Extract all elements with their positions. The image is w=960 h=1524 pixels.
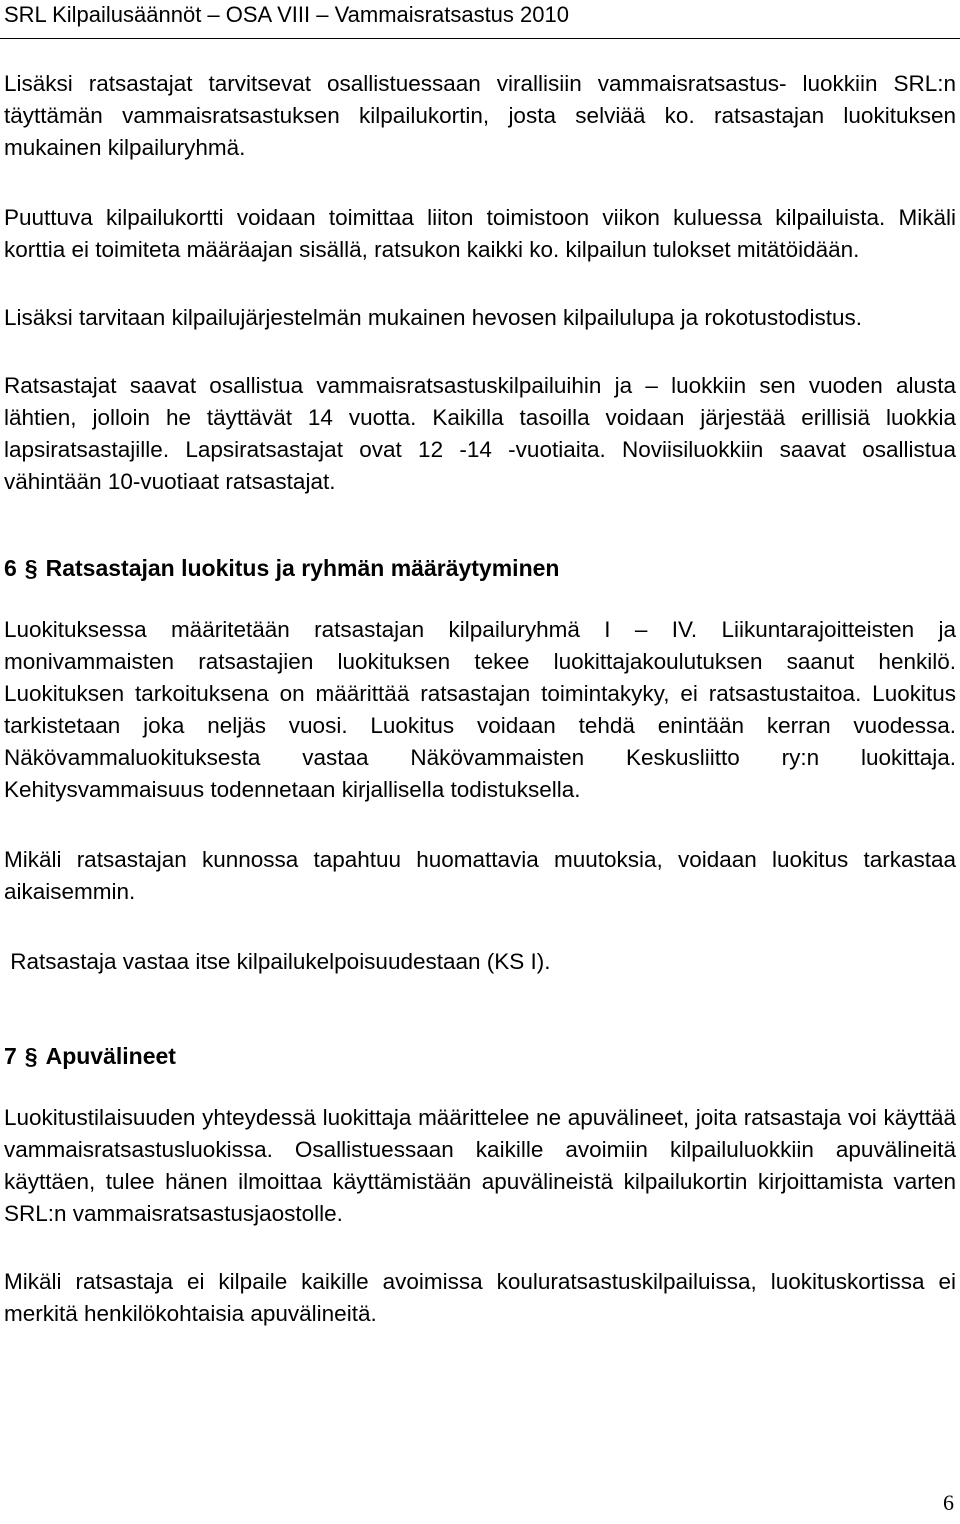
paragraph-missing-card: Puuttuva kilpailukortti voidaan toimittaa liiton toimistoon viikon kuluessa kilpailuista. Mikäli korttia ei toimiteta määräajan sisällä, ratsukon kaikki ko. kilpailun tulokset mitätöidään.	[4, 205, 956, 262]
paragraph-reclassification: Mikäli ratsastajan kunnossa tapahtuu huomattavia muutoksia, voidaan luokitus tarkastaa aikaisemmin.	[4, 847, 956, 904]
section-number: 7	[4, 1043, 17, 1069]
paragraph-aids-card: Mikäli ratsastaja ei kilpaile kaikille avoimissa kouluratsastuskilpailuissa, luokituskortissa ei merkitä henkilökohtaisia apuvälineitä.	[4, 1269, 956, 1326]
section-7-heading	[4, 1040, 956, 1072]
section-number: 6	[4, 555, 17, 581]
paragraph-age-limits: Ratsastajat saavat osallistua vammaisratsastuskilpailuihin ja – luokkiin sen vuoden alusta lähtien, jolloin he täyttävät 14 vuotta. Kaikilla tasoilla voidaan järjestää erillisiä luokkia lapsiratsastajille. Lapsiratsastajat ovat 12 -14 -vuotiaita. Noviisiluokkiin saavat osallistua vähintään 10-vuotiaat ratsastajat.	[4, 373, 956, 494]
paragraph-eligibility: Ratsastaja vastaa itse kilpailukelpoisuudestaan (KS I).	[4, 949, 551, 974]
section-symbol: §	[24, 555, 38, 581]
page-header	[0, 0, 960, 39]
paragraph-classification: Luokituksessa määritetään ratsastajan kilpailuryhmä I – IV. Liikuntarajoitteisten ja monivammaisten ratsastajien luokituksen tekee luokittajakoulutuksen saanut henkilö. Luokituksen tarkoituksena on määrittää ratsastajan toimintakyky, ei ratsastustaitoa. Luokitus tarkistetaan joka neljäs vuosi. Luokitus voidaan tehdä enintään kerran vuodessa. Näkövammaluokituksesta vastaa Näkövammaisten Keskusliitto ry:n luokittaja. Kehitysvammaisuus todennetaan kirjallisella todistuksella.	[4, 617, 956, 802]
header-title: SRL Kilpailusäännöt – OSA VIII – Vammaisratsastus 2010	[4, 2, 569, 27]
section-symbol: §	[24, 1043, 38, 1069]
section-title: Apuvälineet	[45, 1043, 176, 1069]
paragraph-competition-card: Lisäksi ratsastajat tarvitsevat osallistuessaan virallisiin vammaisratsastus- luokkiin SRL:n täyttämän vammaisratsastuksen kilpailukortin, josta selviää ko. ratsastajan luokituksen mukainen kilpailuryhmä.	[4, 71, 956, 160]
section-6-heading	[4, 552, 956, 584]
paragraph-horse-license: Lisäksi tarvitaan kilpailujärjestelmän mukainen hevosen kilpailulupa ja rokotustodistus.	[4, 305, 862, 330]
section-title: Ratsastajan luokitus ja ryhmän määräytyminen	[45, 555, 560, 581]
page-number: 6	[943, 1490, 954, 1515]
paragraph-aids: Luokitustilaisuuden yhteydessä luokittaja määrittelee ne apuvälineet, joita ratsastaja voi käyttää vammaisratsastusluokissa. Osallistuessaan kaikille avoimiin kilpailuluokkiin apuvälineitä käyttäen, tulee hänen ilmoittaa käyttämistään apuvälineistä kilpailukortin kirjoittamista varten SRL:n vammaisratsastusjaostolle.	[4, 1105, 956, 1226]
document-body	[4, 68, 956, 1330]
